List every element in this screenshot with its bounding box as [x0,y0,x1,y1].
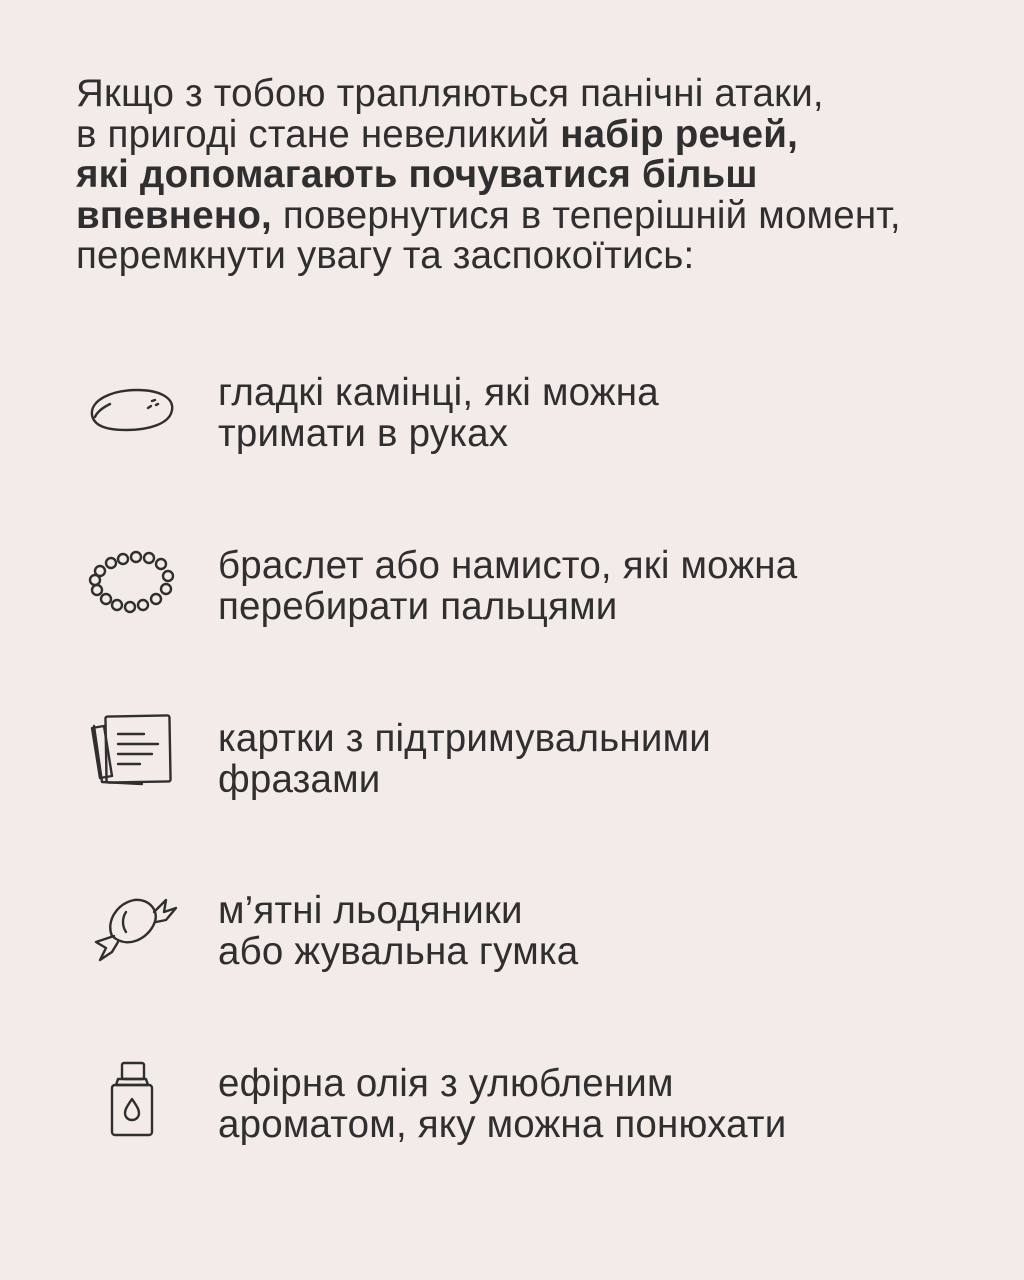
intro-line-4: повернутися в теперішній момент, [271,193,901,237]
intro-line-2: в пригоді стане невеликий [76,112,561,156]
item-line-1: картки з підтримувальними [218,717,711,760]
item-line-1: гладкі камінці, які можна [218,371,659,414]
stone-icon [82,360,182,460]
intro-bold-1: набір речей, [560,112,799,156]
intro-bold-3: впевнено, [76,193,272,237]
intro-line-1: Якщо з тобою трапляються панічні атаки, [76,72,824,115]
item-line-1: браслет або намисто, які можна [218,544,798,587]
intro-line-5: перемкнути увагу та заспокоїтись: [76,234,695,277]
list-item-stones [0,372,1024,482]
item-text [218,372,978,454]
intro-bold-2: які допомагають почуватися більш [76,153,758,196]
item-line-1: м’ятні льодяники [218,889,523,932]
cards-icon [82,706,182,806]
item-text [218,545,978,627]
item-line-2: ароматом, яку можна понюхати [218,1103,787,1146]
item-text [218,718,978,800]
item-line-2: або жувальна гумка [218,930,579,973]
list-item-bracelet [0,545,1024,655]
item-text [218,1063,978,1145]
candy-icon [82,878,182,978]
bracelet-icon [82,533,182,633]
item-text [218,890,978,972]
oil-bottle-icon [82,1051,182,1151]
item-line-2: тримати в руках [218,412,509,455]
list-item-oil [0,1063,1024,1173]
list-item-cards [0,718,1024,828]
item-line-2: перебирати пальцями [218,585,618,628]
item-line-2: фразами [218,758,381,801]
item-line-1: ефірна олія з улюбленим [218,1062,674,1105]
list-item-candy [0,890,1024,1000]
